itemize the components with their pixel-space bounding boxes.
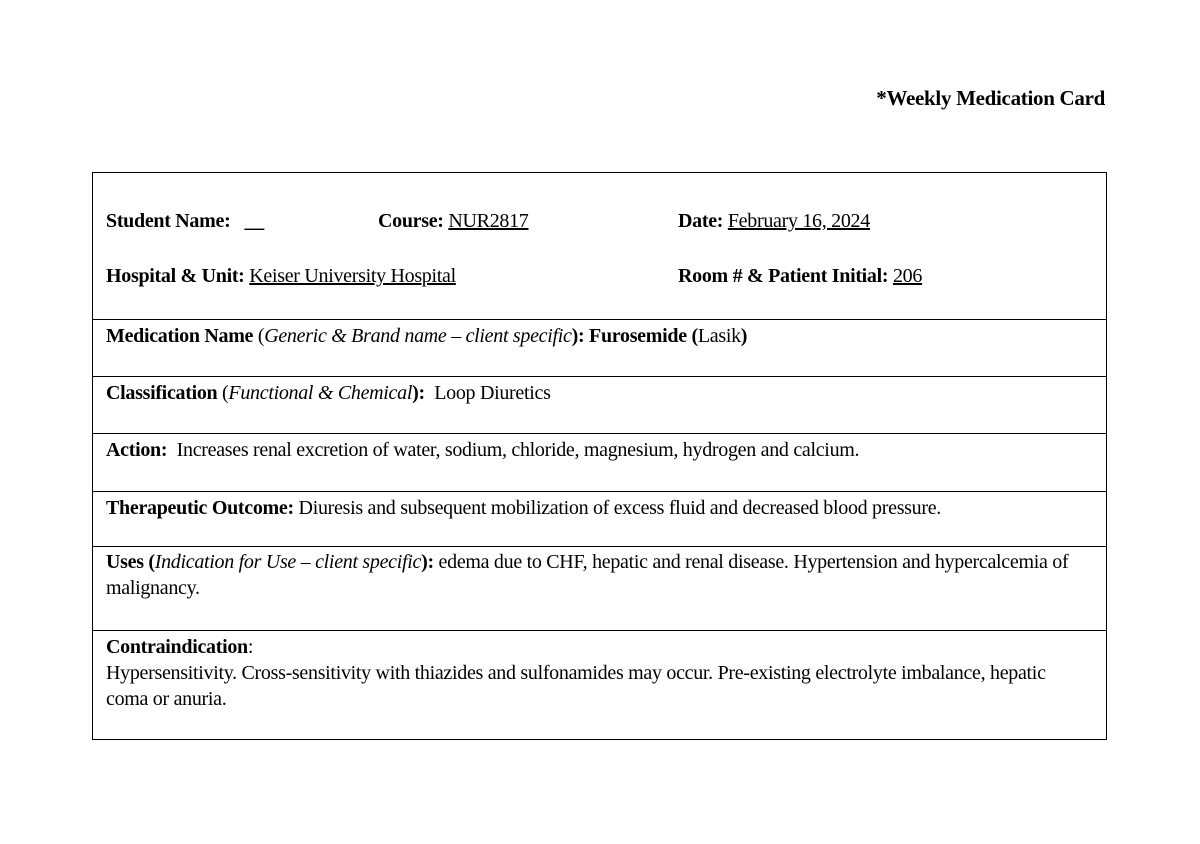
contraindication-label: Contraindication: [106, 636, 248, 658]
uses-label: Uses (: [106, 551, 155, 573]
divider: [93, 376, 1106, 377]
hospital-value: Keiser University Hospital: [249, 265, 456, 287]
medication-brand: Lasik: [697, 325, 741, 347]
uses-paren-close: ):: [421, 551, 434, 573]
action-row: [93, 437, 1106, 463]
hospital-label: Hospital & Unit:: [106, 265, 245, 287]
action-label: Action:: [106, 439, 168, 461]
contraindication-colon: :: [247, 636, 254, 658]
student-name-value: __: [244, 210, 264, 232]
medication-paren-open: (: [253, 325, 265, 347]
hospital-field: [106, 263, 456, 289]
page-title: *Weekly Medication Card: [876, 86, 1105, 110]
medication-hint: Generic & Brand name – client specific: [264, 325, 572, 347]
classification-label: Classification: [106, 382, 218, 404]
therapeutic-outcome-value: Diuresis and subsequent mobilization of excess fluid and decreased blood pressure.: [293, 497, 942, 519]
room-field: [678, 263, 922, 289]
contraindication-row: [93, 634, 1106, 712]
medication-label: Medication Name: [106, 325, 254, 347]
course-field: [378, 208, 529, 234]
course-label: Course:: [378, 210, 444, 232]
medication-brand-close: ): [740, 325, 748, 347]
therapeutic-outcome-row: [93, 495, 1106, 521]
action-value: Increases renal excretion of water, sodium, chloride, magnesium, hydrogen and calcium.: [167, 439, 860, 461]
student-name-label: Student Name:: [106, 210, 231, 232]
divider: [93, 546, 1106, 547]
contraindication-value: Hypersensitivity. Cross-sensitivity with thiazides and sulfonamides may occur. Pre-existing electrolyte imbalance, hepatic coma or anuria.: [106, 662, 1046, 710]
uses-row: [93, 549, 1106, 601]
course-value: NUR2817: [448, 210, 529, 232]
divider: [93, 630, 1106, 631]
date-value: February 16, 2024: [727, 210, 870, 232]
medication-generic: Furosemide: [584, 325, 687, 347]
uses-hint: Indication for Use – client specific: [154, 551, 422, 573]
student-name-field: [106, 208, 264, 234]
classification-value: Loop Diuretics: [424, 382, 551, 404]
medication-brand-open: (: [686, 325, 698, 347]
therapeutic-outcome-label: Therapeutic Outcome:: [106, 497, 294, 519]
classification-row: [93, 380, 1106, 406]
date-label: Date:: [678, 210, 724, 232]
date-field: [678, 208, 870, 234]
medication-card: [92, 172, 1107, 740]
medication-paren-close: ):: [571, 325, 585, 347]
room-value: 206: [892, 265, 923, 287]
divider: [93, 433, 1106, 434]
divider: [93, 319, 1106, 320]
classification-paren-open: (: [217, 382, 229, 404]
room-label: Room # & Patient Initial:: [678, 265, 889, 287]
classification-paren-close: ):: [412, 382, 425, 404]
classification-hint: Functional & Chemical: [228, 382, 413, 404]
divider: [93, 491, 1106, 492]
medication-name-row: [93, 323, 1106, 349]
uses-value: edema due to CHF, hepatic and renal disease. Hypertension and hypercalcemia of malignancy.: [106, 551, 1069, 599]
